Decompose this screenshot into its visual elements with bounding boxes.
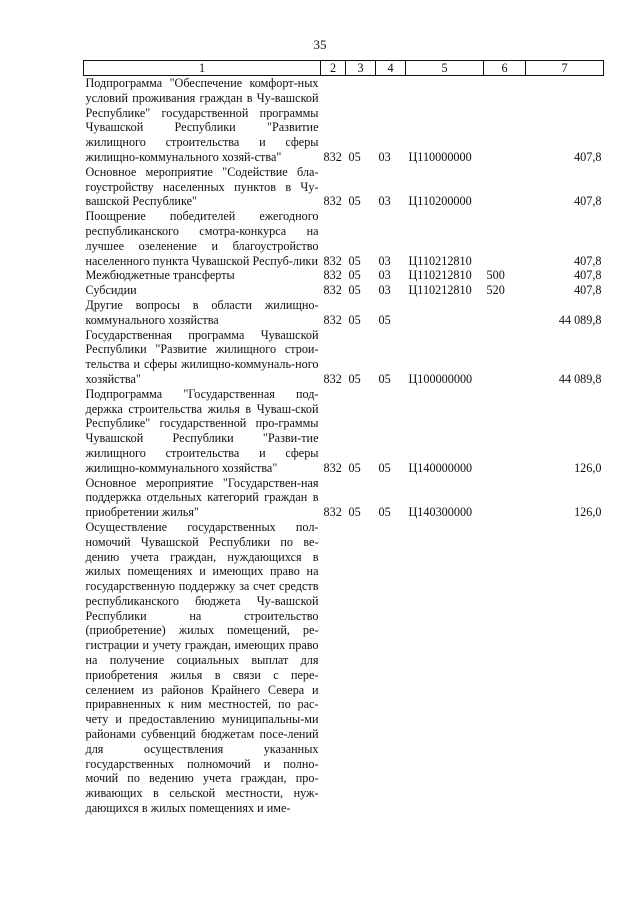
target-article-cell: Ц110000000 (408, 149, 472, 164)
amount-cell (526, 520, 604, 816)
row-name-cell: Другие вопросы в области жилищно-коммунального хозяйства (85, 297, 319, 327)
row-name-cell: Поощрение победителей ежегодного республиканского смотра-конкурса на лучшее озеленение и благоустройство населенного пункта Чувашской Респуб-лики (85, 209, 319, 268)
admin-code-cell: 832 (323, 312, 342, 327)
subsection-cell: 03 (378, 253, 391, 268)
subsection-cell (376, 520, 406, 816)
expense-type-cell: 520 (486, 283, 505, 298)
table-row (84, 165, 604, 209)
expense-type-cell (484, 209, 526, 268)
section-cell: 05 (348, 253, 361, 268)
header-cell: 3 (346, 61, 376, 76)
amount-cell: 407,8 (574, 194, 602, 209)
row-name-cell: Государственная программа Чувашской Республики "Развитие жилищного строи-тельства и сферы жилищно-коммуналь-ного хозяйства" (85, 327, 319, 386)
section-cell: 05 (348, 149, 361, 164)
target-article-cell: Ц110212810 (408, 253, 472, 268)
amount-cell: 407,8 (574, 283, 602, 298)
row-name-cell: Межбюджетные трансферты (85, 268, 235, 283)
table-header-row (84, 61, 604, 76)
header-cell: 7 (526, 61, 604, 76)
amount-cell: 407,8 (574, 268, 602, 283)
admin-code-cell: 832 (323, 253, 342, 268)
amount-cell: 407,8 (574, 253, 602, 268)
target-article-cell (406, 298, 484, 328)
admin-code-cell: 832 (323, 283, 342, 298)
admin-code-cell: 832 (323, 460, 342, 475)
subsection-cell: 05 (378, 312, 391, 327)
admin-code-cell: 832 (323, 268, 342, 283)
expense-type-cell (484, 476, 526, 520)
table-row (84, 283, 604, 298)
table-row (84, 476, 604, 520)
row-name-cell: Субсидии (85, 283, 137, 298)
expense-type-cell (484, 165, 526, 209)
target-article-cell: Ц110200000 (408, 194, 472, 209)
expense-type-cell (484, 387, 526, 476)
budget-table (83, 60, 604, 816)
row-name-cell: Подпрограмма "Обеспечение комфорт-ных условий проживания граждан в Чу-вашской Республике" государственной программы Чувашской Республики "Развитие жилищного строительства и сферы жилищно-коммунального хозяй-ства" (85, 76, 319, 164)
amount-cell: 407,8 (574, 149, 602, 164)
section-cell: 05 (348, 283, 361, 298)
target-article-cell: Ц110212810 (408, 283, 472, 298)
amount-cell: 126,0 (574, 460, 602, 475)
section-cell: 05 (348, 505, 361, 520)
table-body (84, 76, 604, 816)
amount-cell: 44 089,8 (558, 312, 602, 327)
subsection-cell: 05 (378, 460, 391, 475)
subsection-cell: 03 (378, 268, 391, 283)
expense-type-cell: 500 (486, 268, 505, 283)
subsection-cell: 03 (378, 194, 391, 209)
table-row (84, 298, 604, 328)
expense-type-cell (484, 298, 526, 328)
target-article-cell: Ц140300000 (408, 505, 473, 520)
admin-code-cell (321, 520, 346, 816)
admin-code-cell: 832 (323, 505, 342, 520)
target-article-cell (406, 520, 484, 816)
section-cell: 05 (348, 460, 361, 475)
header-cell: 4 (376, 61, 406, 76)
page-number: 35 (313, 37, 327, 52)
section-cell: 05 (348, 371, 361, 386)
subsection-cell: 05 (378, 505, 391, 520)
section-cell: 05 (348, 268, 361, 283)
table-row (84, 387, 604, 476)
table-row (84, 520, 604, 816)
table-row (84, 209, 604, 268)
admin-code-cell: 832 (323, 194, 342, 209)
subsection-cell: 03 (378, 149, 391, 164)
header-cell: 2 (321, 61, 346, 76)
subsection-cell: 05 (378, 371, 391, 386)
table-row (84, 268, 604, 283)
section-cell: 05 (348, 194, 361, 209)
amount-cell: 126,0 (574, 505, 602, 520)
section-cell (346, 520, 376, 816)
row-name-cell: Основное мероприятие "Государствен-ная поддержка отдельных категорий граждан в приобретении жилья" (85, 475, 319, 520)
row-name-cell: Основное мероприятие "Содействие бла-гоустройству населенных пунктов в Чу-вашской Республике" (85, 164, 319, 209)
expense-type-cell (484, 328, 526, 387)
table-row (84, 76, 604, 165)
target-article-cell: Ц140000000 (408, 460, 473, 475)
table-row (84, 328, 604, 387)
target-article-cell: Ц110212810 (408, 268, 472, 283)
expense-type-cell (484, 76, 526, 165)
section-cell: 05 (348, 312, 361, 327)
amount-cell: 44 089,8 (558, 371, 602, 386)
row-name-cell: Подпрограмма "Государственная под-держка строительства жилья в Чуваш-ской Республике" государственной про-граммы Чувашской Республики "Разви-тие жилищного строительства и сферы жилищно-коммунального хозяйства" (85, 386, 319, 475)
header-cell: 6 (484, 61, 526, 76)
expense-type-cell (484, 520, 526, 816)
header-cell: 1 (84, 61, 321, 76)
subsection-cell: 03 (378, 283, 391, 298)
target-article-cell: Ц100000000 (408, 371, 473, 386)
admin-code-cell: 832 (323, 371, 342, 386)
admin-code-cell: 832 (323, 149, 342, 164)
row-name-cell: Осуществление государственных пол-номочий Чувашской Республики по ве-дению учета граждан, нуждающихся в жилых помещениях и имеющих право на государственную поддержку за счет средств республиканского бюджета Чу-вашской Республики на строительство (приобретение) жилых помещений, ре-гистрации и учету граждан, имеющих право на получение социальных выплат для приобретения жилья в связи с пере-селением из районов Крайнего Севера и приравненных к ним местностей, по рас-чету и предоставлению муниципальны-ми районами субвенций бюджетам посе-лений для осуществления указанных государственных полномочий и полно-мочий по ведению учета граждан, про-живающих в сельской местности, нуж-дающихся в жилых помещениях и име- (85, 519, 319, 816)
header-cell: 5 (406, 61, 484, 76)
